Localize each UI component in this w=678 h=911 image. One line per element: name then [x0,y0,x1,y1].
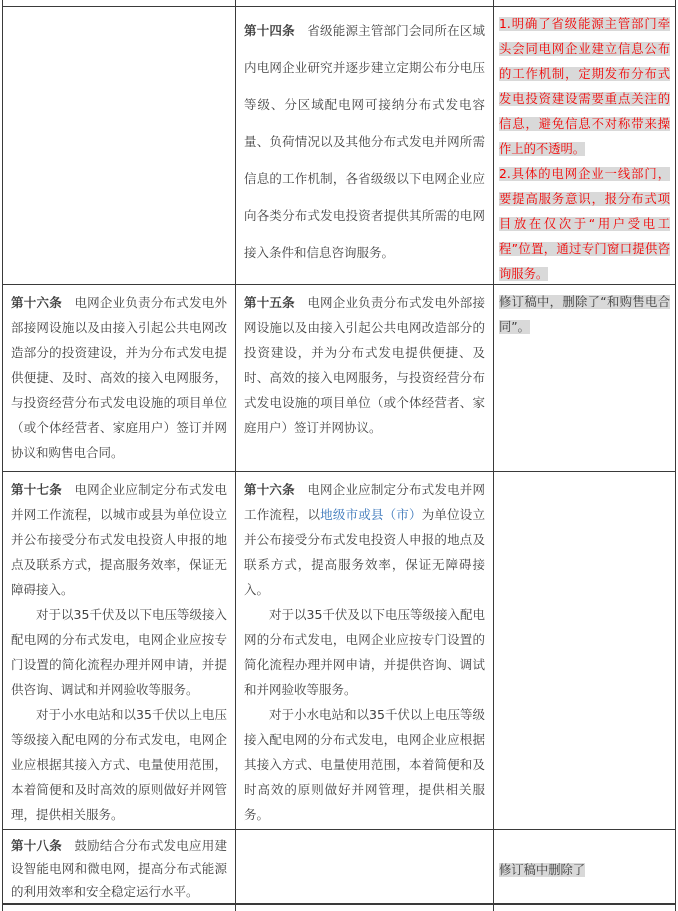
article-14-body: 省级能源主管部门会同所在区域内电网企业研究并逐步建立定期公布分电压等级、分区域配电网可接纳分布式发电容量、负荷情况以及其他分布式发电并网所需信息的工作机制，各省级级以下电网企业应向各类分布式发电投资者提供其所需的电网接入条件和信息咨询服务。 [244,23,485,260]
article-15-body: 电网企业负责分布式发电外部接网设施以及由接入引起公共电网改造部分的投资建设，并为分布式发电提供便捷、及时、高效的接入电网服务，与投资经营分布式发电设施的项目单位（或个体经营者、家庭用户）签订并网协议。 [244,295,485,435]
table-cell-sliver-top-left [3,0,236,7]
old-article-16-paragraph [11,290,227,465]
old-article-16-number: 第十六条 [11,295,62,310]
cell-new-empty-row4 [236,830,494,905]
cell-comment-row2 [494,285,676,472]
old-article-16-body: 电网企业负责分布式发电外部接网设施以及由接入引起公共电网改造部分的投资建设，并为分布式发电提供便捷、及时、高效的接入电网服务，与投资经营分布式发电设施的项目单位（或个体经营者、家庭用户）签订并网协议和购售电合同。 [11,295,227,460]
old-article-18-number: 第十八条 [11,838,62,853]
cell-new-article-16 [236,472,494,830]
old-article-17-body-1: 电网企业应制定分布式发电并网工作流程，以城市或县为单位设立并公布接受分布式发电投资人申报的地点及联系方式，提高服务效率，保证无障碍接入。 [11,482,227,597]
article-14-paragraph [244,12,485,271]
new-article-16-body-post: 为单位设立并公布接受分布式发电投资人申报的地点及联系方式，提高服务效率，保证无障碍接入。 [244,507,485,597]
cell-old-article-18 [3,830,236,905]
new-article-16-paragraph-2: 对于以35千伏及以下电压等级接入配电网的分布式发电，电网企业应按专门设置的简化流程办理并网申请，并提供咨询、调试和并网验收等服务。 [244,607,485,697]
old-article-18-paragraph [11,834,227,903]
comment-row1-text-1: 1.明确了省级能源主管部门牵头会同电网企业建立信息公布的工作机制，定期发布分布式发电投资建设需要重点关注的信息，避免信息不对称带来操作上的不透明。 [499,17,670,156]
cell-old-article-17 [3,472,236,830]
comment-row4-paragraph [499,858,670,883]
old-article-17-paragraph-1 [11,477,227,602]
cell-comment-row3-empty [494,472,676,830]
cell-new-article-15 [236,285,494,472]
new-article-16-paragraph-3: 对于小水电站和以35千伏以上电压等级接入配电网的分布式发电，电网企业应根据其接入方式、电量使用范围，本着简便和及时高效的原则做好并网管理，提供相关服务。 [244,707,485,822]
comment-row1-paragraph-1 [499,12,670,162]
new-article-16-changed-text: 地级市或县（市） [320,507,422,522]
cell-old-article-16 [3,285,236,472]
comment-row4-text: 修订稿中删除了 [499,863,586,877]
table-cell-sliver-top-right [494,0,676,7]
article-14-number: 第十四条 [244,23,295,38]
new-article-16-paragraph-1 [244,477,485,602]
old-article-17-paragraph-2: 对于以35千伏及以下电压等级接入配电网的分布式发电，电网企业应按专门设置的简化流程办理并网申请，并提供咨询、调试和并网验收等服务。 [11,607,227,697]
table-cell-sliver-bottom-middle [236,905,494,911]
cell-comment-row1 [494,7,676,285]
comment-row1-text-2: 2.具体的电网企业一线部门，要提高服务意识，报分布式项目放在仅次于“用户受电工程”位置，通过专门窗口提供咨询服务。 [499,167,670,281]
new-article-16-number: 第十六条 [244,482,295,497]
cell-new-article-14 [236,7,494,285]
comment-row2-text: 修订稿中，删除了“和购售电合同”。 [499,295,670,334]
old-article-17-number: 第十七条 [11,482,62,497]
table-cell-sliver-top-middle [236,0,494,7]
cell-comment-row4 [494,830,676,905]
old-article-18-body: 鼓励结合分布式发电应用建设智能电网和微电网，提高分布式能源的利用效率和安全稳定运行水平。 [11,838,227,899]
comparison-table [2,0,676,911]
article-15-number: 第十五条 [244,295,295,310]
old-article-17-paragraph-3: 对于小水电站和以35千伏以上电压等级接入配电网的分布式发电，电网企业应根据其接入方式、电量使用范围，本着简便和及时高效的原则做好并网管理，提供相关服务。 [11,707,227,822]
table-cell-sliver-bottom-left [3,905,236,911]
comment-row1-paragraph-2 [499,162,670,285]
cell-old-empty-row1 [3,7,236,285]
table-cell-sliver-bottom-right [494,905,676,911]
new-article-16-body-pre: 电网企业应制定分布式发电并网工作流程，以 [244,482,485,522]
article-15-paragraph [244,290,485,440]
comment-row2-paragraph [499,290,670,340]
